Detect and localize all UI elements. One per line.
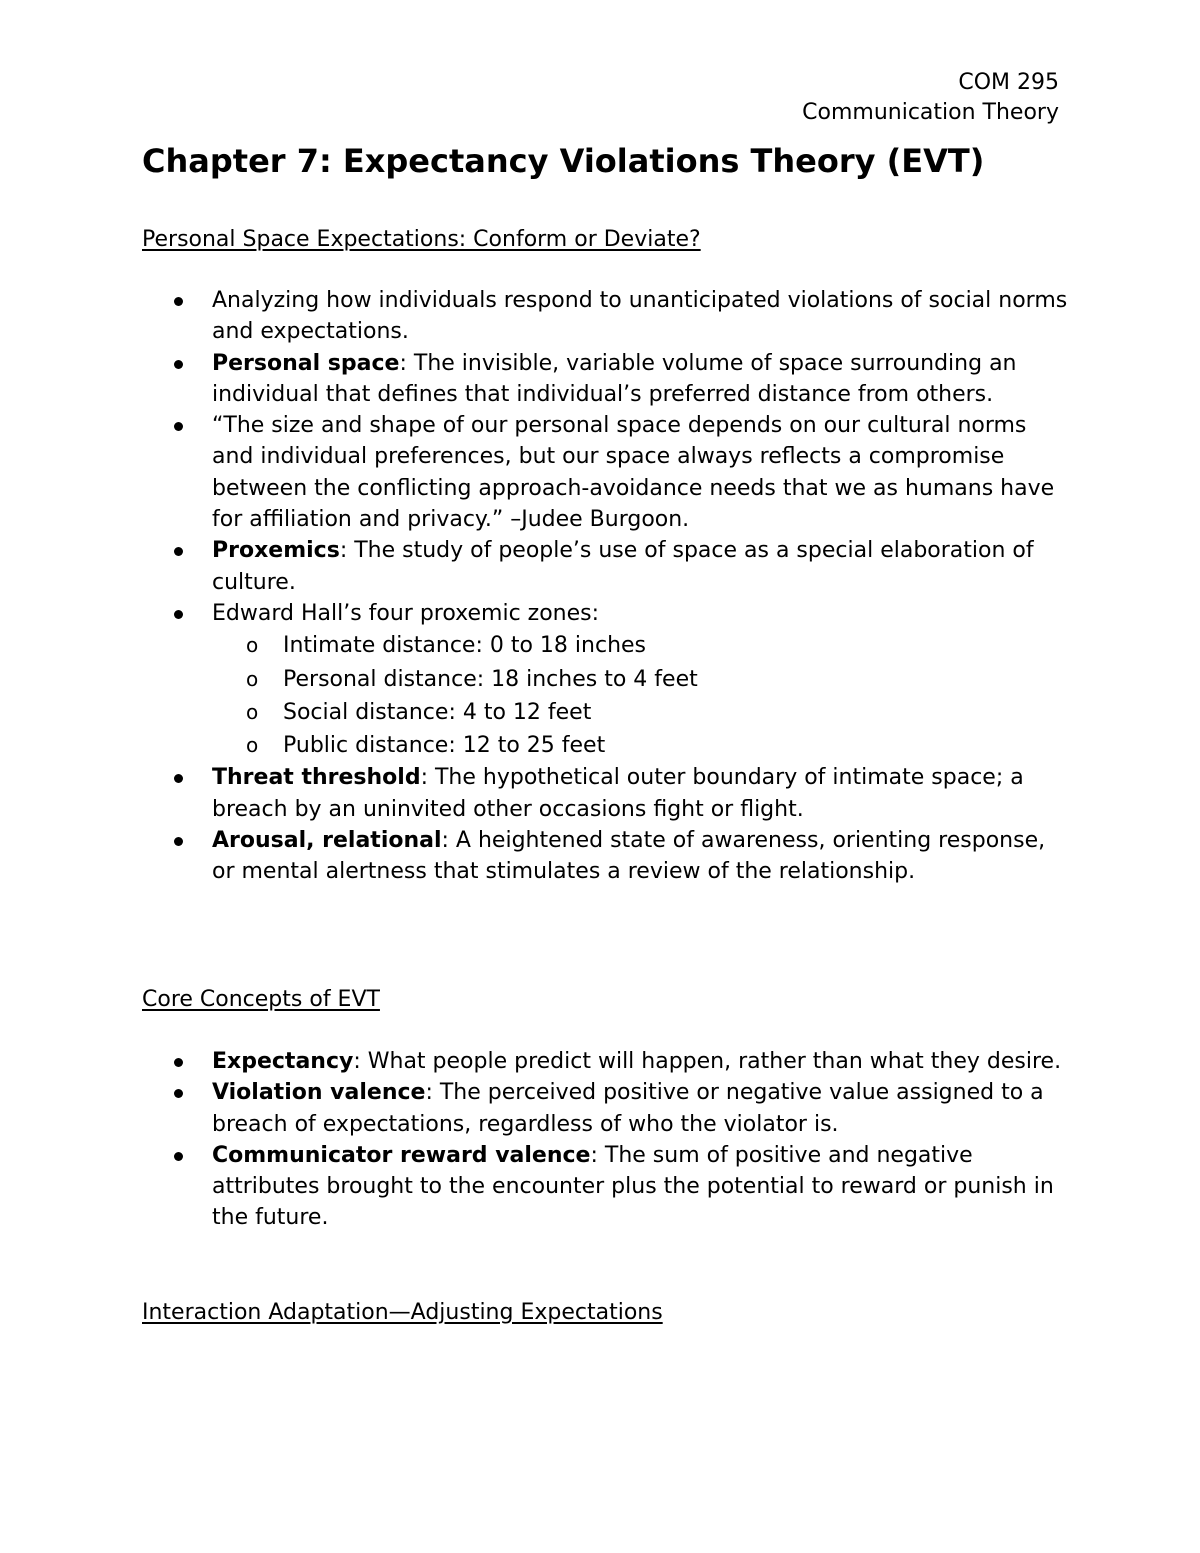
bullet-icon bbox=[174, 360, 183, 369]
hollow-bullet-icon: o bbox=[246, 633, 259, 658]
sub-list-item bbox=[246, 696, 1072, 729]
sub-list-item bbox=[246, 729, 1072, 762]
course-header bbox=[802, 68, 1059, 128]
item-term: Violation valence bbox=[212, 1080, 426, 1106]
list-item bbox=[212, 535, 1072, 598]
list-item bbox=[212, 285, 1072, 348]
item-text: : The sum of positive and negative attributes brought to the encounter plus the potential to reward or punish in the future. bbox=[212, 1142, 1054, 1231]
item-term: Personal space bbox=[212, 350, 400, 376]
item-text: : A heightened state of awareness, orienting response, or mental alertness that stimulates a review of the relationship. bbox=[212, 828, 1046, 885]
item-text: : The study of people’s use of space as a special elaboration of culture. bbox=[212, 538, 1034, 595]
item-text: : The hypothetical outer boundary of intimate space; a breach by an uninvited other occasions fight or flight. bbox=[212, 765, 1024, 822]
bullet-icon bbox=[174, 1152, 183, 1161]
bullet-icon bbox=[174, 1089, 183, 1098]
item-term: Arousal, relational bbox=[212, 828, 442, 854]
bullet-icon bbox=[174, 297, 183, 306]
item-term: Communicator reward valence bbox=[212, 1142, 591, 1168]
list-item bbox=[212, 1046, 1072, 1077]
item-text: Analyzing how individuals respond to unanticipated violations of social norms and expectations. bbox=[212, 288, 1068, 345]
bullet-icon bbox=[174, 547, 183, 556]
list-item bbox=[212, 348, 1072, 411]
personal-space-list bbox=[212, 285, 1072, 888]
sub-item-text: Public distance: 12 to 25 feet bbox=[283, 733, 606, 759]
bullet-icon bbox=[174, 837, 183, 846]
sub-item-text: Personal distance: 18 inches to 4 feet bbox=[283, 666, 698, 692]
item-term: Expectancy bbox=[212, 1049, 354, 1074]
item-text: : The perceived positive or negative value assigned to a breach of expectations, regardless of who the violator is. bbox=[212, 1080, 1044, 1137]
section-heading-interaction-adaptation: Interaction Adaptation—Adjusting Expectations bbox=[142, 1300, 663, 1325]
list-item bbox=[212, 762, 1072, 825]
proxemic-zones-list bbox=[212, 629, 1072, 762]
item-text: “The size and shape of our personal space depends on our cultural norms and individual preferences, but our space always reflects a compromise between the conflicting approach-avoidance needs that we as humans have for affiliation and privacy.” –Judee Burgoon. bbox=[212, 413, 1055, 533]
list-item bbox=[212, 410, 1072, 535]
item-text: : What people predict will happen, rather than what they desire. bbox=[353, 1049, 1062, 1074]
bullet-icon bbox=[174, 422, 183, 431]
list-item bbox=[212, 825, 1072, 888]
item-term: Proxemics bbox=[212, 538, 340, 564]
course-name: Communication Theory bbox=[802, 100, 1059, 125]
list-item bbox=[212, 598, 1072, 762]
list-item bbox=[212, 1077, 1072, 1140]
chapter-title: Chapter 7: Expectancy Violations Theory (EVT) bbox=[142, 142, 985, 180]
bullet-icon bbox=[174, 610, 183, 619]
section-heading-core-concepts: Core Concepts of EVT bbox=[142, 987, 380, 1012]
item-text: Edward Hall’s four proxemic zones: bbox=[212, 600, 600, 626]
sub-item-text: Intimate distance: 0 to 18 inches bbox=[283, 633, 647, 659]
section-heading-personal-space: Personal Space Expectations: Conform or Deviate? bbox=[142, 227, 701, 252]
bullet-icon bbox=[174, 774, 183, 783]
item-text: : The invisible, variable volume of space surrounding an individual that defines that individual’s preferred distance from others. bbox=[212, 350, 1017, 407]
item-term: Threat threshold bbox=[212, 765, 421, 791]
core-concepts-list bbox=[212, 1046, 1072, 1234]
hollow-bullet-icon: o bbox=[246, 666, 259, 691]
list-item bbox=[212, 1140, 1072, 1234]
course-code: COM 295 bbox=[958, 70, 1059, 95]
hollow-bullet-icon: o bbox=[246, 699, 259, 724]
bullet-icon bbox=[174, 1058, 183, 1067]
sub-list-item bbox=[246, 663, 1072, 696]
hollow-bullet-icon: o bbox=[246, 733, 259, 758]
sub-list-item bbox=[246, 629, 1072, 662]
sub-item-text: Social distance: 4 to 12 feet bbox=[283, 699, 592, 725]
